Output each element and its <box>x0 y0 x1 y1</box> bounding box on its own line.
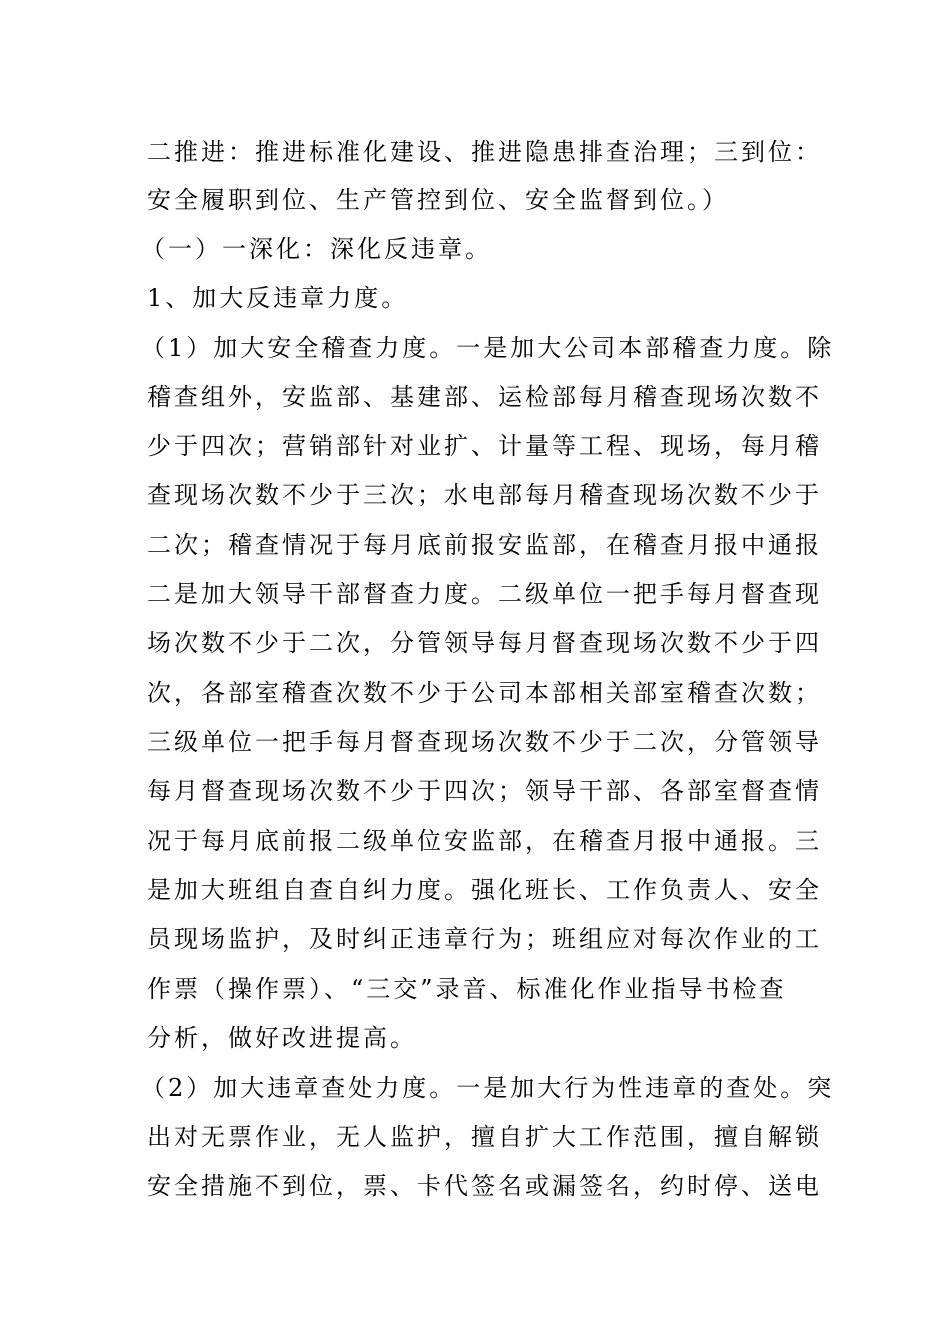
subsection-heading: 1、加大反违章力度。 <box>147 284 409 312</box>
text-line-6: 稽查组外，安监部、基建部、运检部每月稽查现场次数不 <box>147 383 822 411</box>
text-line-15: 况于每月底前报二级单位安监部，在稽查月报中通报。三 <box>147 827 822 855</box>
text-line-5: （1）加大安全稽查力度。一是加大公司本部稽查力度。除 <box>141 334 835 362</box>
text-line-9: 二次；稽查情况于每月底前报安监部，在稽查月报中通报 <box>147 531 822 559</box>
text-line-20: （2）加大违章查处力度。一是加大行为性违章的查处。突 <box>141 1074 835 1102</box>
text-line-12: 次，各部室稽查次数不少于公司本部相关部室稽查次数； <box>147 679 822 707</box>
text-line-16: 是加大班组自查自纠力度。强化班长、工作负责人、安全 <box>147 876 822 904</box>
text-line-19: 分析，做好改进提高。 <box>147 1024 417 1052</box>
text-line-7: 少于四次；营销部针对业扩、计量等工程、现场，每月稽 <box>147 432 822 460</box>
text-line-1: 二推进：推进标准化建设、推进隐患排查治理；三到位： <box>147 138 822 166</box>
text-line-14: 每月督查现场次数不少于四次；领导干部、各部室督查情 <box>147 777 822 805</box>
text-line-8: 查现场次数不少于三次；水电部每月稽查现场次数不少于 <box>147 481 822 509</box>
text-line-21: 出对无票作业，无人监护，擅自扩大工作范围，擅自解锁 <box>147 1123 822 1151</box>
text-line-13: 三级单位一把手每月督查现场次数不少于二次，分管领导 <box>147 728 822 756</box>
text-line-11: 场次数不少于二次，分管领导每月督查现场次数不少于四 <box>147 629 822 657</box>
text-line-2: 安全履职到位、生产管控到位、安全监督到位。） <box>147 186 729 214</box>
text-line-10: 二是加大领导干部督查力度。二级单位一把手每月督查现 <box>147 580 822 608</box>
text-line-17: 员现场监护，及时纠正违章行为；班组应对每次作业的工 <box>147 925 822 953</box>
section-heading: （一）一深化：深化反违章。 <box>141 235 492 263</box>
text-line-22: 安全措施不到位，票、卡代签名或漏签名，约时停、送电 <box>147 1172 822 1200</box>
text-line-18: 作票（操作票）、“三交”录音、标准化作业指导书检查 <box>147 975 787 1003</box>
